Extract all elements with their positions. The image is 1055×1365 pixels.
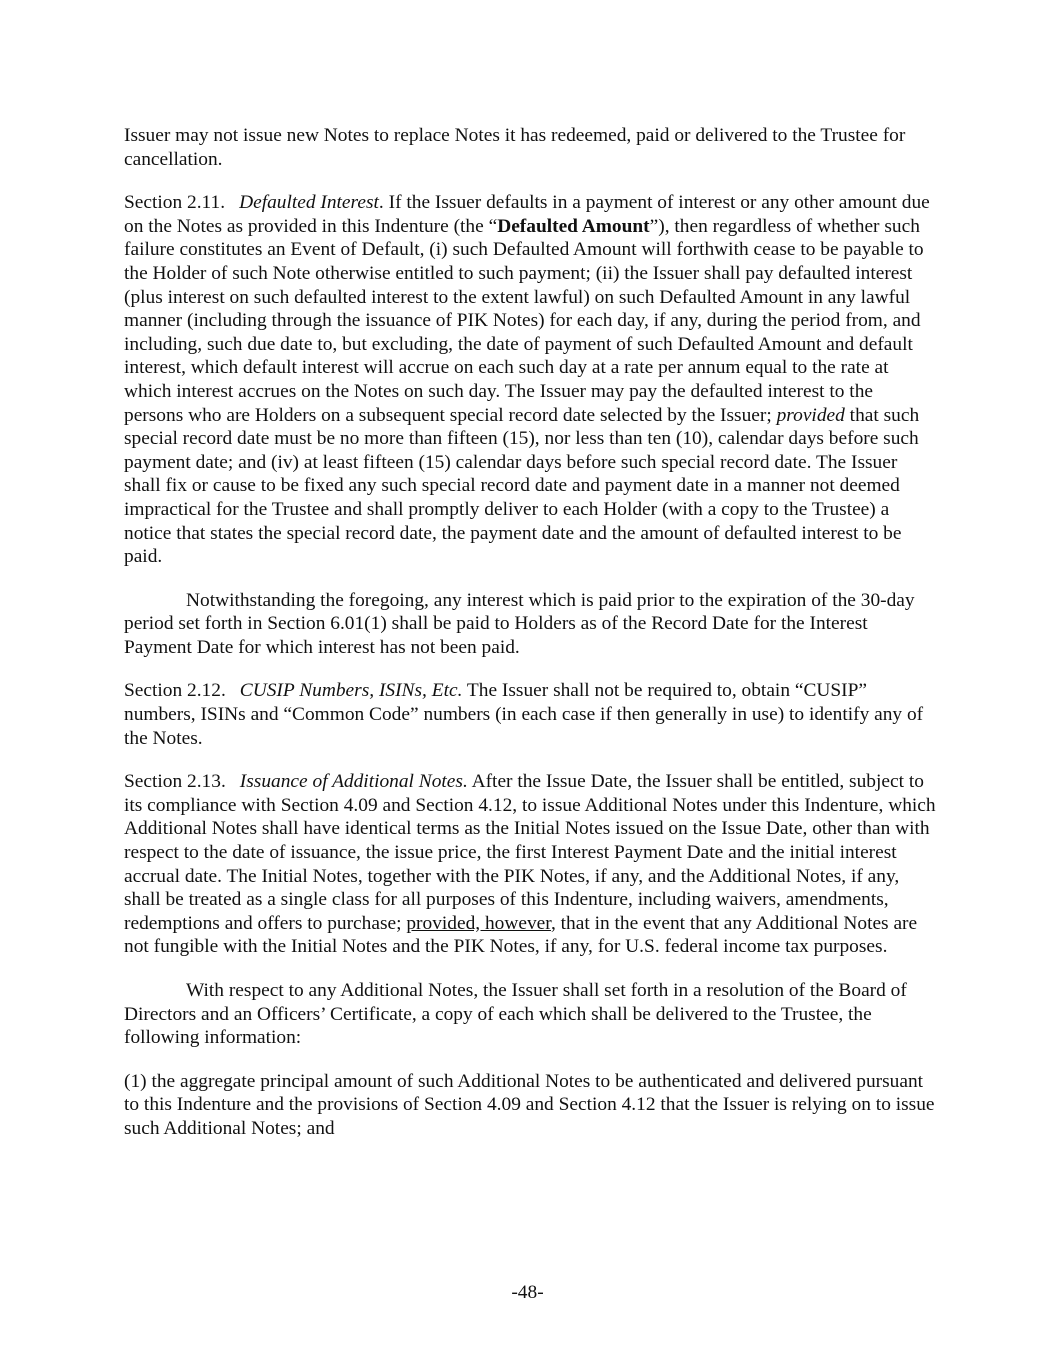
document-page bbox=[124, 124, 936, 1161]
section-heading: Issuance of Additional Notes. bbox=[239, 771, 468, 793]
section-text-part-c: that such special record date must be no more than fifteen (15), nor less than ten (10), calendar days before such payment date; and (iv) at least fifteen (15) calendar days before such special record date. The Issuer shall fix or cause to be fixed any such special record date and payment date in a manner not deemed impractical for the Trustee and shall promptly deliver to each Holder (with a copy to the Trustee) a notice that states the special record date, the payment date and the amount of defaulted interest to be paid. bbox=[124, 404, 920, 568]
section-number: Section 2.11. bbox=[124, 192, 226, 214]
page-number: -48- bbox=[511, 1282, 544, 1303]
paragraph-notwithstanding: Notwithstanding the foregoing, any interest which is paid prior to the expiration of the 30-day period set forth in Section 6.01(1) shall be paid to Holders as of the Record Date for the Interest Payment Date for which interest has not been paid. bbox=[124, 589, 915, 658]
section-heading: CUSIP Numbers, ISINs, Etc. bbox=[239, 680, 463, 702]
defined-term: Defaulted Amount bbox=[497, 215, 650, 237]
section-heading: Defaulted Interest bbox=[239, 192, 379, 214]
section-2-12 bbox=[124, 679, 936, 750]
section-number: Section 2.13. bbox=[124, 771, 226, 793]
section-text-part-b: , that in the event that any Additional Notes are not fungible with the Initial Notes and the PIK Notes, if any, for U.S. federal income tax purposes. bbox=[124, 912, 918, 958]
paragraph-issuer-notes: Issuer may not issue new Notes to replace Notes it has redeemed, paid or delivered to the Trustee for cancellation. bbox=[124, 125, 906, 170]
section-text-part-b: ”), then regardless of whether such failure constitutes an Event of Default, (i) such Defaulted Amount will forthwith cease to be payable to the Holder of such Note otherwise entitled to such payment; (ii) the Issuer shall pay defaulted interest (plus interest on such defaulted interest to the extent lawful) on such Defaulted Amount in any lawful manner (including through the issuance of PIK Notes) for each day, if any, during the period from, and including, such due date to, but excluding, the date of payment of such Defaulted Amount and default interest, which default interest will accrue on each such day at a rate per annum equal to the rate at which interest accrues on the Notes on such day. The Issuer may pay the defaulted interest to the persons who are Holders on a subsequent special record date selected by the Issuer; bbox=[124, 215, 924, 426]
section-text-part-a: If the Issuer defaults in a payment of interest or any other amount due on the Notes as provided in this Indenture (the “ bbox=[124, 192, 930, 237]
section-text: The Issuer shall not be required to, obtain “CUSIP” numbers, ISINs and “Common Code” numbers (in each case if then generally in use) to identify any of the Notes. bbox=[124, 680, 924, 749]
section-2-11 bbox=[124, 191, 936, 569]
list-item-1: (1) the aggregate principal amount of such Additional Notes to be authenticated and delivered pursuant to this Indenture and the provisions of Section 4.09 and Section 4.12 that the Issuer is relying on to issue such Additional Notes; and bbox=[124, 1070, 935, 1139]
provided-term: provided bbox=[776, 404, 845, 426]
heading-punctuation: . bbox=[378, 192, 384, 214]
section-2-13 bbox=[124, 770, 936, 959]
section-number: Section 2.12. bbox=[124, 680, 226, 702]
section-text-part-a: After the Issue Date, the Issuer shall be entitled, subject to its compliance with Section 4.09 and Section 4.12, to issue Additional Notes under this Indenture, which Additional Notes shall have identical terms as the Initial Notes issued on the Issue Date, other than with respect to the date of issuance, the issue price, the first Interest Payment Date and the initial interest accrual date. The Initial Notes, together with the PIK Notes, if any, and the Additional Notes, if any, shall be treated as a single class for all purposes of this Indenture, including waivers, amendments, redemptions and offers to purchase; bbox=[124, 771, 936, 934]
paragraph-with-respect: With respect to any Additional Notes, the Issuer shall set forth in a resolution of the Board of Directors and an Officers’ Certificate, a copy of each which shall be delivered to the Trustee, the following information: bbox=[124, 980, 907, 1049]
provided-however-term: provided, however bbox=[406, 912, 551, 934]
